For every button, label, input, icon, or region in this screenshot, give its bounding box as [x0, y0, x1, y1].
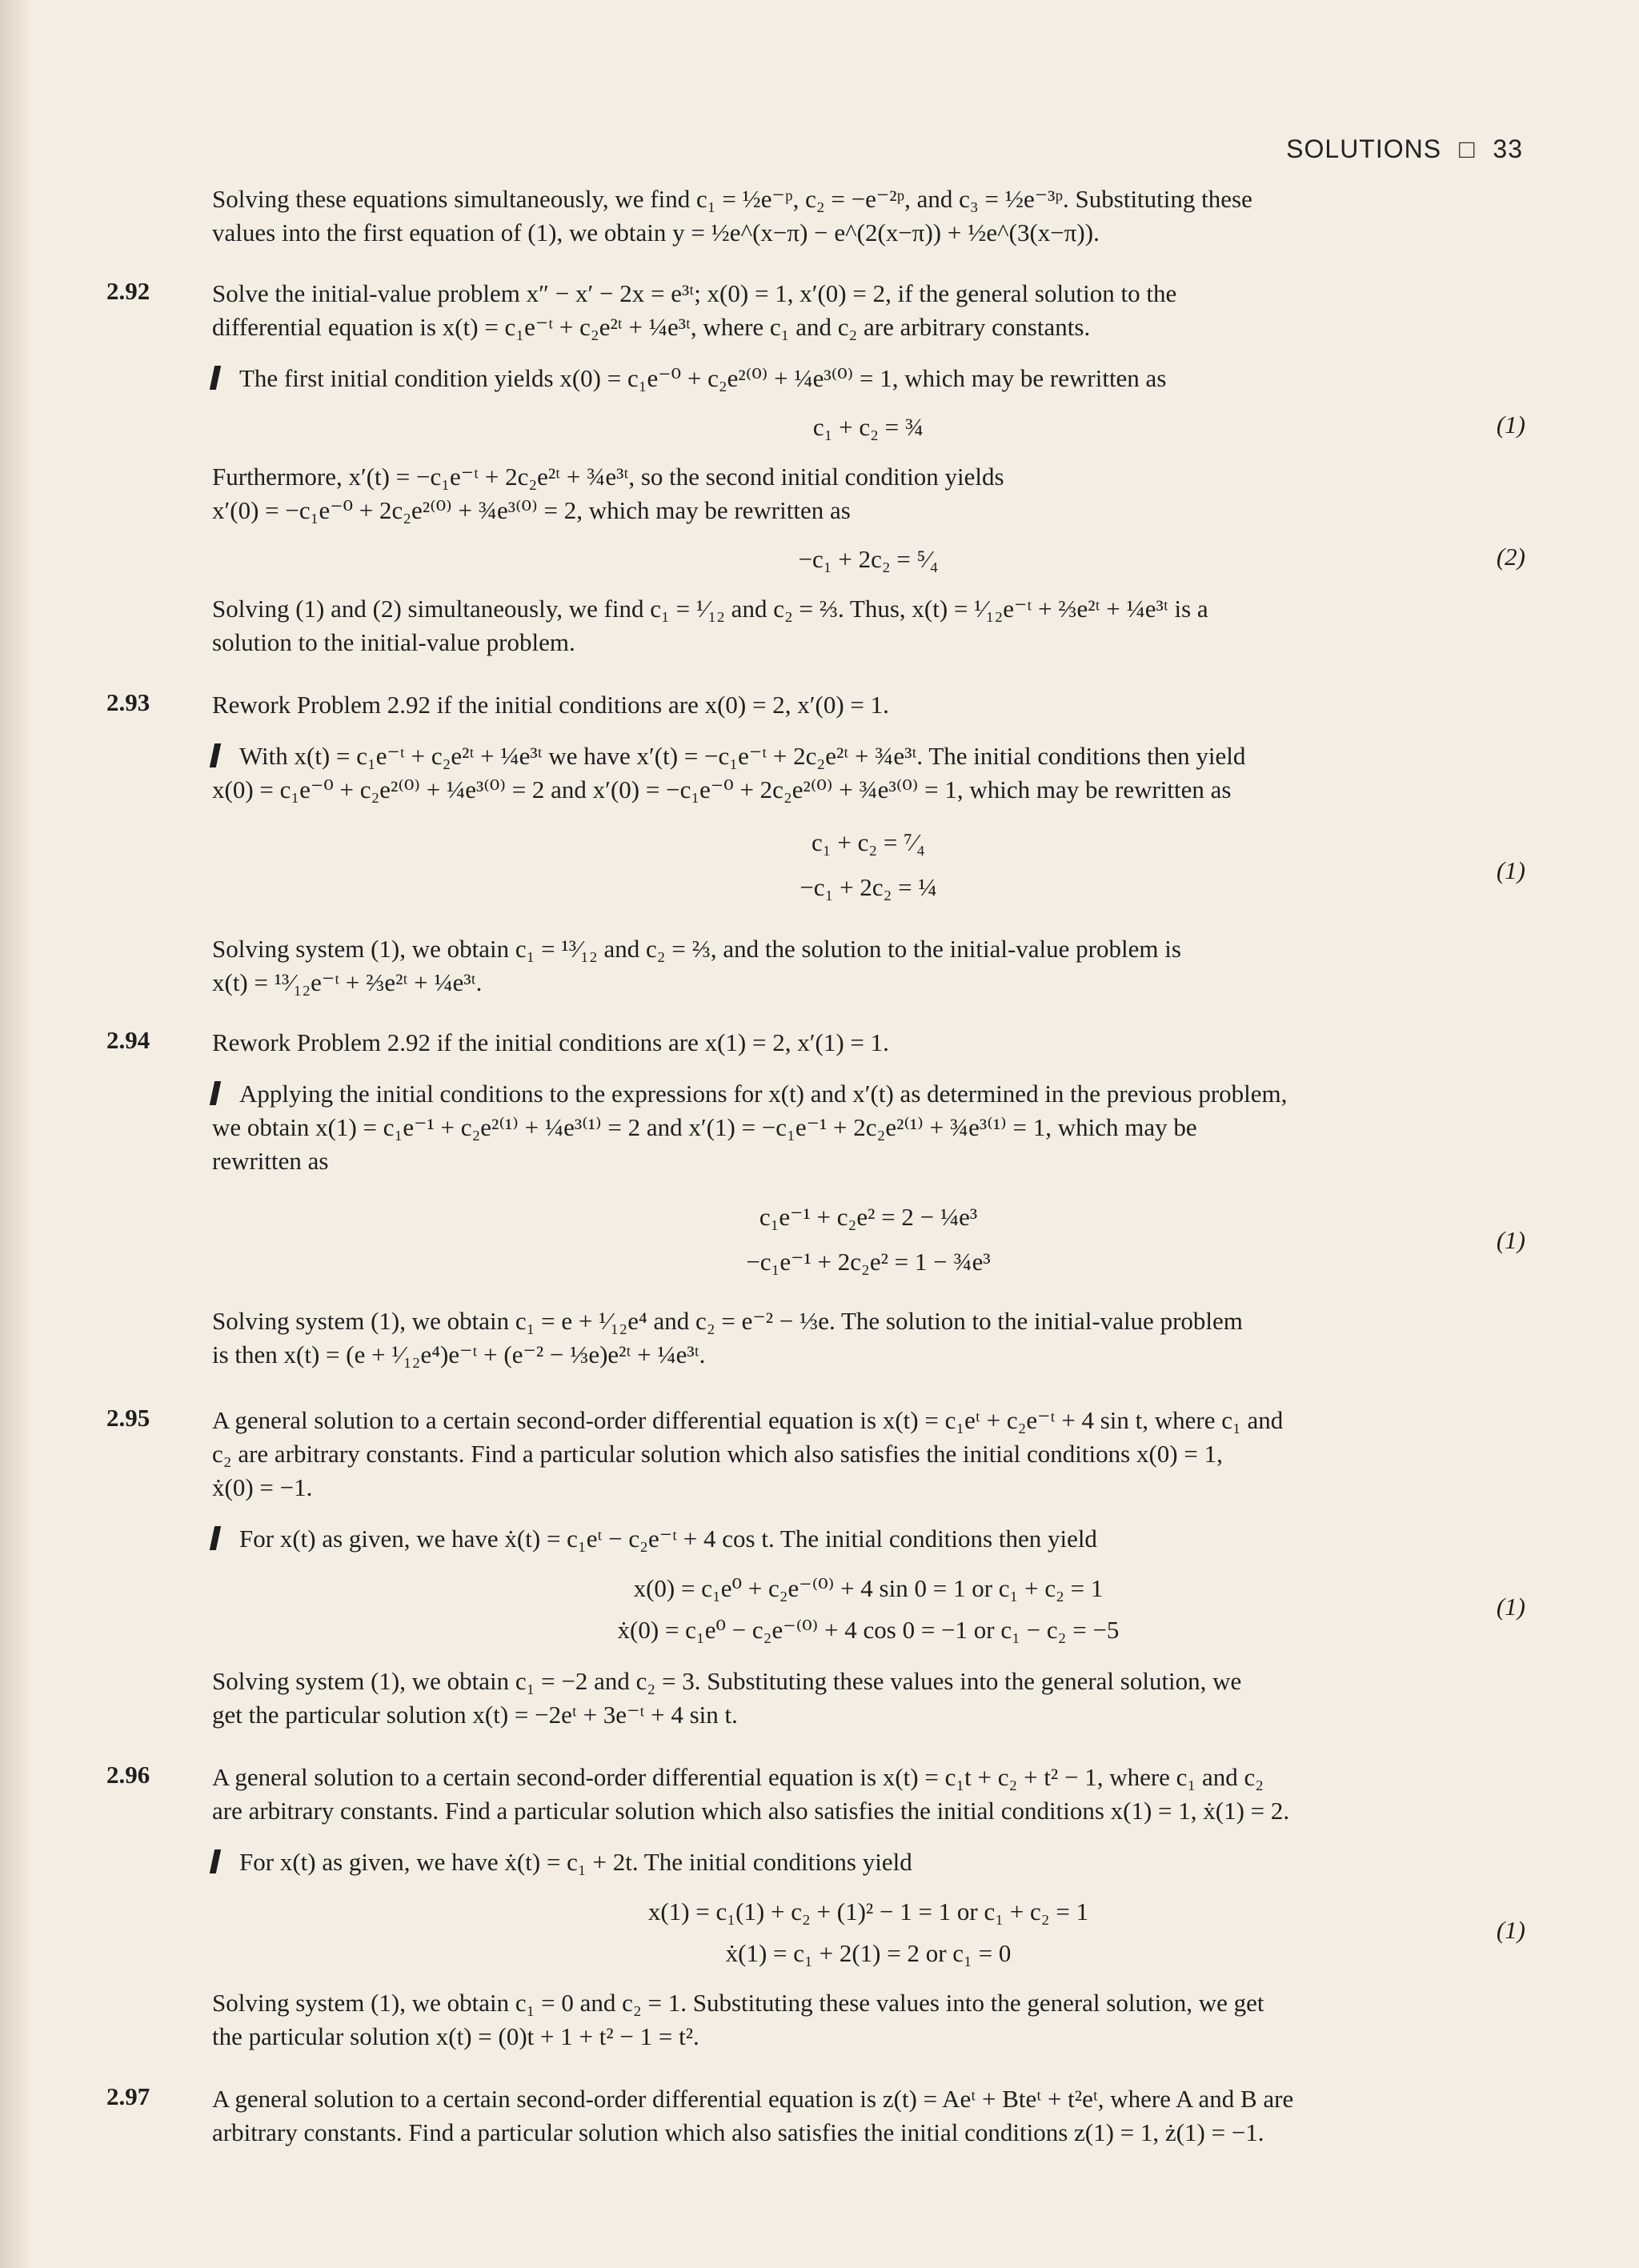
- equation-tag: (1): [1496, 856, 1525, 884]
- problem-number: 2.95: [106, 1404, 150, 1432]
- line-text: Solving system (1), we obtain c₁ = −2 and c₂ = 3. Substituting these values into the general solution, we: [212, 1667, 1242, 1695]
- line-text: Furthermore, x′(t) = −c₁e⁻ᵗ + 2c₂e²ᵗ + ¾e³ᵗ, so the second initial condition yields: [212, 463, 1004, 491]
- text-line: [212, 494, 1525, 527]
- text-line: [212, 2116, 1525, 2150]
- line-text: A general solution to a certain second-order differential equation is z(t) = Aeᵗ + Bteᵗ + t²eᵗ, where A and B are: [212, 2085, 1294, 2113]
- line-text: ẋ(0) = −1.: [212, 1473, 313, 1501]
- header-title: SOLUTIONS: [1286, 134, 1442, 163]
- equation-line: [212, 1613, 1525, 1647]
- line-text: Solving system (1), we obtain c₁ = ¹³⁄₁₂ and c₂ = ⅔, and the solution to the initial-value problem is: [212, 935, 1181, 963]
- line-text: solution to the initial-value problem.: [212, 628, 575, 656]
- line-text: c₁ + c₂ = ⁷⁄₄: [811, 828, 925, 856]
- line-text: we obtain x(1) = c₁e⁻¹ + c₂e²⁽¹⁾ + ¼e³⁽¹⁾ = 2 and x′(1) = −c₁e⁻¹ + 2c₂e²⁽¹⁾ + ¾e³⁽¹⁾ = 1, which may be: [212, 1113, 1197, 1141]
- text-line: [212, 460, 1525, 494]
- text-line: [212, 2020, 1525, 2054]
- text-line: [212, 966, 1525, 1000]
- text-line: [212, 1144, 1525, 1178]
- line-text: Rework Problem 2.92 if the initial conditions are x(0) = 2, x′(0) = 1.: [212, 691, 889, 719]
- text-line: [212, 1794, 1525, 1828]
- header-separator: □: [1459, 134, 1476, 163]
- equation-tag: (1): [1496, 1916, 1525, 1944]
- equation-tag: (1): [1496, 1593, 1525, 1621]
- line-text: Applying the initial conditions to the expressions for x(t) and x′(t) as determined in the previous problem,: [239, 1080, 1288, 1108]
- line-text: ẋ(0) = c₁e⁰ − c₂e⁻⁽⁰⁾ + 4 cos 0 = −1 or c₁ − c₂ = −5: [617, 1616, 1120, 1644]
- line-text: Rework Problem 2.92 if the initial conditions are x(1) = 2, x′(1) = 1.: [212, 1028, 889, 1056]
- line-text: For x(t) as given, we have ẋ(t) = c₁eᵗ − c₂e⁻ᵗ + 4 cos t. The initial conditions then yield: [239, 1525, 1097, 1553]
- equation-line: [212, 1200, 1525, 1234]
- line-text: Solving system (1), we obtain c₁ = e + ¹⁄₁₂e⁴ and c₂ = e⁻² − ⅓e. The solution to the initial-value problem: [212, 1307, 1243, 1335]
- text-line: [212, 216, 1525, 250]
- solution-marker-icon: [210, 1849, 221, 1873]
- line-text: x(t) = ¹³⁄₁₂e⁻ᵗ + ⅔e²ᵗ + ¼e³ᵗ.: [212, 968, 483, 996]
- line-text: Solve the initial-value problem x″ − x′ − 2x = e³ᵗ; x(0) = 1, x′(0) = 2, if the general solution to the: [212, 279, 1177, 307]
- text-line: [212, 932, 1525, 966]
- text-line: [212, 2082, 1525, 2116]
- line-text: is then x(t) = (e + ¹⁄₁₂e⁴)e⁻ᵗ + (e⁻² − ⅓e)e²ᵗ + ¼e³ᵗ.: [212, 1340, 706, 1368]
- line-text: −c₁e⁻¹ + 2c₂e² = 1 − ¾e³: [746, 1248, 991, 1276]
- equation-line: [212, 871, 1525, 904]
- running-header: [1286, 134, 1523, 164]
- line-text: Solving system (1), we obtain c₁ = 0 and c₂ = 1. Substituting these values into the general solution, we get: [212, 1989, 1264, 2017]
- line-text: The first initial condition yields x(0) = c₁e⁻⁰ + c₂e²⁽⁰⁾ + ¼e³⁽⁰⁾ = 1, which may be rewritten as: [239, 364, 1167, 392]
- line-text: Solving (1) and (2) simultaneously, we find c₁ = ¹⁄₁₂ and c₂ = ⅔. Thus, x(t) = ¹⁄₁₂e⁻ᵗ + ⅔e²ᵗ + ¼e³ᵗ is a: [212, 595, 1208, 623]
- equation-line: [212, 826, 1525, 860]
- line-text: c₁ + c₂ = ¾: [812, 413, 924, 441]
- problem-number: 2.93: [106, 688, 150, 716]
- line-text: c₁e⁻¹ + c₂e² = 2 − ¼e³: [759, 1203, 978, 1231]
- line-text: With x(t) = c₁e⁻ᵗ + c₂e²ᵗ + ¼e³ᵗ we have x′(t) = −c₁e⁻ᵗ + 2c₂e²ᵗ + ¾e³ᵗ. The initial conditions then yield: [239, 742, 1246, 770]
- line-text: c₂ are arbitrary constants. Find a particular solution which also satisfies the initial conditions x(0) = 1,: [212, 1440, 1223, 1468]
- problem-number: 2.97: [106, 2082, 150, 2110]
- line-text: values into the first equation of (1), we obtain y = ½e^(x−π) − e^(2(x−π)) + ½e^(3(x−π)).: [212, 218, 1100, 246]
- solution-marker-icon: [210, 366, 221, 390]
- equation-line: [212, 1937, 1525, 1970]
- line-text: ẋ(1) = c₁ + 2(1) = 2 or c₁ = 0: [725, 1939, 1012, 1967]
- line-text: For x(t) as given, we have ẋ(t) = c₁ + 2t. The initial conditions yield: [239, 1848, 912, 1876]
- text-line: [212, 1845, 1525, 1879]
- solution-marker-icon: [210, 1081, 221, 1105]
- line-text: A general solution to a certain second-order differential equation is x(t) = c₁t + c₂ + t² − 1, where c₁ and c₂: [212, 1763, 1264, 1791]
- line-text: arbitrary constants. Find a particular solution which also satisfies the initial conditions z(1) = 1, ż(1) = −1.: [212, 2118, 1264, 2146]
- text-line: [212, 362, 1525, 395]
- problem-number: 2.92: [106, 277, 150, 305]
- equation-line: [212, 1895, 1525, 1929]
- text-line: [212, 1404, 1525, 1437]
- text-line: [212, 773, 1525, 807]
- equation-line: [212, 411, 1525, 444]
- problem-number: 2.94: [106, 1026, 150, 1054]
- text-line: [212, 1761, 1525, 1794]
- text-line: [212, 1471, 1525, 1505]
- page-number: 33: [1493, 134, 1523, 163]
- text-line: [212, 1522, 1525, 1556]
- text-line: [212, 1986, 1525, 2020]
- line-text: differential equation is x(t) = c₁e⁻ᵗ + c₂e²ᵗ + ¼e³ᵗ, where c₁ and c₂ are arbitrary constants.: [212, 313, 1091, 341]
- equation-tag: (1): [1496, 411, 1525, 439]
- line-text: x(1) = c₁(1) + c₂ + (1)² − 1 = 1 or c₁ + c₂ = 1: [647, 1897, 1089, 1925]
- text-line: [212, 1111, 1525, 1144]
- solution-marker-icon: [210, 1526, 221, 1550]
- line-text: −c₁ + 2c₂ = ⁵⁄₄: [798, 545, 939, 573]
- equation-line: [212, 543, 1525, 576]
- text-line: [212, 1698, 1525, 1732]
- text-line: [212, 739, 1525, 773]
- equation-tag: (1): [1496, 1226, 1525, 1254]
- text-line: [212, 1077, 1525, 1111]
- line-text: x(0) = c₁e⁻⁰ + c₂e²⁽⁰⁾ + ¼e³⁽⁰⁾ = 2 and x′(0) = −c₁e⁻⁰ + 2c₂e²⁽⁰⁾ + ¾e³⁽⁰⁾ = 1, which may be rewritten as: [212, 775, 1232, 803]
- text-line: [212, 688, 1525, 722]
- line-text: are arbitrary constants. Find a particular solution which also satisfies the initial conditions x(1) = 1, ẋ(1) = 2.: [212, 1797, 1290, 1825]
- problem-number: 2.96: [106, 1761, 150, 1789]
- solution-marker-icon: [210, 743, 221, 767]
- line-text: −c₁ + 2c₂ = ¼: [799, 873, 937, 901]
- line-text: Solving these equations simultaneously, we find c₁ = ½e⁻ᵖ, c₂ = −e⁻²ᵖ, and c₃ = ½e⁻³ᵖ. Substituting these: [212, 185, 1252, 213]
- line-text: rewritten as: [212, 1147, 329, 1175]
- text-line: [212, 277, 1525, 311]
- line-text: A general solution to a certain second-order differential equation is x(t) = c₁eᵗ + c₂e⁻ᵗ + 4 sin t, where c₁ and: [212, 1406, 1284, 1434]
- text-line: [212, 1338, 1525, 1372]
- text-line: [212, 1026, 1525, 1060]
- text-line: [212, 1665, 1525, 1698]
- text-line: [212, 1437, 1525, 1471]
- line-text: get the particular solution x(t) = −2eᵗ + 3e⁻ᵗ + 4 sin t.: [212, 1701, 738, 1729]
- equation-line: [212, 1245, 1525, 1279]
- line-text: the particular solution x(t) = (0)t + 1 + t² − 1 = t².: [212, 2022, 699, 2050]
- text-line: [212, 182, 1525, 216]
- text-line: [212, 311, 1525, 344]
- line-text: x(0) = c₁e⁰ + c₂e⁻⁽⁰⁾ + 4 sin 0 = 1 or c₁ + c₂ = 1: [633, 1574, 1104, 1602]
- equation-tag: (2): [1496, 543, 1525, 571]
- text-line: [212, 626, 1525, 659]
- line-text: x′(0) = −c₁e⁻⁰ + 2c₂e²⁽⁰⁾ + ¾e³⁽⁰⁾ = 2, which may be rewritten as: [212, 496, 851, 524]
- text-line: [212, 592, 1525, 626]
- equation-line: [212, 1572, 1525, 1605]
- text-line: [212, 1304, 1525, 1338]
